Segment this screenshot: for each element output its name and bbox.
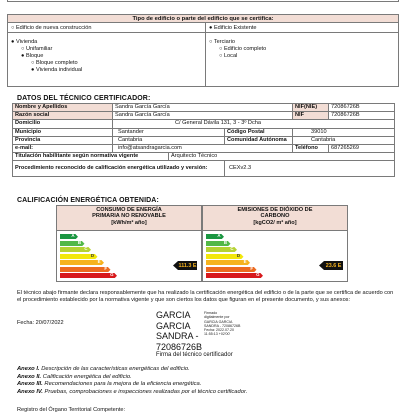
existing-building-option[interactable]	[209, 25, 257, 32]
annex-3	[17, 381, 397, 389]
emissions-chart	[202, 205, 348, 282]
consumption-bar-letter-e: E	[97, 259, 101, 265]
signature-caption: Firma del técnico certificador	[156, 352, 233, 358]
radio-empty-icon: ○	[11, 24, 16, 31]
address-label: Domicilio	[13, 120, 113, 128]
consumption-bar-letter-g: G	[110, 272, 114, 278]
signature-name-line1: GARCIA	[156, 310, 191, 320]
emissions-bars	[206, 234, 276, 280]
consumption-bar-c	[60, 247, 91, 252]
emissions-bar-g	[206, 273, 263, 278]
declaration-text: El técnico abajo firmante declara responsablemente que ha realizado la certificación energética del edificio o de la parte que se certifica de acuerdo con el procedimiento establecido por la normativa vigente y que son ciertos los datos que figuran en el presente documento, y sus anexos:	[17, 290, 394, 304]
consumption-unit: [kWh/m² año]	[111, 219, 147, 226]
emissions-bar-b	[206, 241, 231, 246]
company-value: Sandra García García	[113, 112, 293, 120]
consumption-bar-e	[60, 260, 104, 265]
annex-1-label: Anexo I.	[17, 366, 40, 372]
unifamiliar-option[interactable]	[11, 46, 82, 53]
tertiary-options	[209, 39, 266, 60]
new-building-label: Edificio de nueva construcción	[15, 24, 92, 31]
signature-name-line3: SANDRA -	[156, 331, 199, 341]
signature-small-4: SANDRA - 72086726B	[204, 323, 241, 328]
consumption-indicator	[173, 261, 197, 270]
annex-4-text: Pruebas, comprobaciones e inspecciones realizadas por el técnico certificador.	[44, 388, 248, 395]
emissions-bar-letter-e: E	[243, 259, 247, 265]
existing-building-label: Edificio Existente	[213, 24, 257, 31]
consumption-chart-header	[57, 206, 201, 231]
emissions-bar-shape-g	[206, 273, 263, 278]
emissions-bar-letter-f: F	[250, 265, 253, 271]
phone-label: Teléfono	[293, 145, 329, 153]
consumption-bar-f	[60, 267, 111, 272]
emissions-bar-c	[206, 247, 237, 252]
annex-2-label: Anexo II.	[17, 373, 42, 380]
consumption-bar-g	[60, 273, 117, 278]
new-building-option[interactable]	[11, 25, 92, 32]
consumption-bar-letter-a: A	[71, 233, 75, 239]
consumption-head-2: PRIMARIA NO RENOVABLE	[92, 213, 166, 220]
terciario-label: Terciario	[213, 39, 235, 45]
emissions-bar-shape-a	[206, 234, 224, 239]
terciario-option[interactable]	[209, 39, 266, 46]
signature-small-2: digitalmente por	[204, 315, 230, 320]
emissions-head-1: EMISIONES DE DIÓXIDO DE	[237, 207, 313, 213]
emissions-bar-f	[206, 267, 257, 272]
signature-name-line4: 72086726B	[156, 341, 203, 352]
emissions-bar-letter-c: C	[230, 246, 234, 252]
annex-3-label: Anexo III.	[17, 381, 43, 388]
annex-1	[17, 366, 397, 374]
consumption-bar-d	[60, 254, 98, 259]
signature-small-3: GARCIA GARCIA	[204, 319, 233, 324]
radio-empty-icon: ○	[219, 46, 224, 52]
edificio-completo-label: Edificio completo	[223, 46, 267, 52]
degree-value: Arquitecto Técnico	[169, 153, 395, 161]
top-fragment	[7, 0, 399, 2]
annex-4-label: Anexo IV.	[17, 388, 43, 395]
vivienda-individual-option[interactable]	[11, 67, 82, 74]
province-label: Provincia	[13, 136, 113, 144]
radio-filled-icon: ●	[11, 39, 16, 45]
radio-filled-icon: ●	[21, 53, 26, 59]
registry-text: Registro del Órgano Territorial Competente:	[17, 407, 126, 413]
bloque-completo-option[interactable]	[11, 60, 82, 67]
address-value: C/ General Dávila 131, 3 - 3º Dcha	[113, 120, 395, 128]
building-type-divider-h	[8, 32, 398, 33]
emissions-bar-d	[206, 254, 244, 259]
community-value: Cantabria	[293, 136, 395, 144]
local-option[interactable]	[209, 53, 266, 60]
local-label: Local	[223, 53, 238, 59]
consumption-chart	[56, 205, 202, 282]
radio-filled-icon: ●	[209, 24, 214, 31]
signature-small-1: Firmado	[204, 311, 218, 315]
signature-small-6: 11:55:13 +02'00'	[204, 332, 231, 337]
emissions-value: 23.6 E	[325, 262, 342, 269]
consumption-value: 111.3 E	[178, 262, 197, 269]
consumption-bar-letter-d: D	[90, 252, 94, 258]
city-label: Municipio	[13, 128, 113, 136]
radio-filled-icon: ●	[31, 67, 36, 73]
consumption-bar-letter-f: F	[104, 265, 107, 271]
annex-2	[17, 374, 397, 382]
annex-4	[17, 389, 397, 397]
emissions-unit: [kgCO2/ m² año]	[253, 219, 297, 226]
vivienda-option[interactable]	[11, 39, 82, 46]
annex-2-text: Calificación energética del edificio.	[42, 373, 132, 380]
radio-empty-icon: ○	[21, 46, 26, 52]
procedure-label: Procedimiento reconocido de calificación energética utilizado y versión:	[13, 161, 225, 177]
annex-3-text: Recomendaciones para la mejora de la eficiencia energética.	[44, 381, 202, 388]
annex-1-text: Descripción de las características energéticas del edificio.	[41, 366, 190, 372]
email-label: e-mail:	[13, 145, 113, 153]
consumption-bar-b	[60, 241, 85, 246]
procedure-value: CEXv2.3	[225, 161, 395, 177]
emissions-bar-shape-f	[206, 267, 257, 272]
bloque-option[interactable]	[11, 53, 82, 60]
community-label: Comunidad Autónoma	[225, 136, 293, 144]
consumption-bars	[60, 234, 130, 280]
emissions-bar-letter-b: B	[223, 239, 227, 245]
postal-value: 39010	[293, 128, 395, 136]
emissions-indicator	[319, 261, 343, 270]
certifier-section-title: DATOS DEL TÉCNICO CERTIFICADOR:	[17, 95, 151, 102]
rating-section-title: CALIFICACIÓN ENERGÉTICA OBTENIDA:	[17, 197, 159, 204]
consumption-bar-shape-a	[60, 234, 78, 239]
consumption-bar-a	[60, 234, 78, 239]
emissions-head-2: CARBONO	[260, 213, 290, 220]
vivienda-label: Vivienda	[15, 39, 38, 45]
unifamiliar-label: Unifamiliar	[25, 46, 53, 52]
consumption-bar-letter-b: B	[77, 239, 81, 245]
name-label: Nombre y Apellidos	[13, 104, 113, 112]
emissions-bar-letter-a: A	[217, 233, 221, 239]
email-value: info@atsandragarcia.com	[113, 145, 293, 153]
building-type-box	[7, 14, 399, 87]
radio-empty-icon: ○	[219, 53, 224, 59]
company-nif-value: 72086726B	[329, 112, 395, 120]
consumption-bar-shape-g	[60, 273, 117, 278]
emissions-bar-letter-g: G	[256, 272, 260, 278]
signature-digital-stamp	[204, 311, 240, 337]
phone-value: 687265269	[329, 145, 395, 153]
degree-label: Titulación habilitante según normativa vigente	[13, 153, 169, 161]
city-value: Santander	[113, 128, 225, 136]
radio-empty-icon: ○	[31, 60, 36, 66]
annex-list	[17, 366, 397, 396]
bloque-completo-label: Bloque completo	[35, 60, 78, 66]
postal-label: Código Postal	[225, 128, 293, 136]
emissions-bar-letter-d: D	[236, 252, 240, 258]
certifier-table	[12, 103, 395, 177]
consumption-head-1: CONSUMO DE ENERGÍA	[96, 207, 162, 213]
building-type-header: Tipo de edificio o parte del edificio que se certifica:	[8, 15, 398, 23]
bloque-label: Bloque	[25, 53, 44, 59]
edificio-completo-option[interactable]	[209, 46, 266, 53]
emissions-chart-header	[203, 206, 347, 231]
emissions-bar-e	[206, 260, 250, 265]
name-value: Sandra García García	[113, 104, 293, 112]
signature-small-5: Fecha: 2022.07.20	[204, 328, 234, 333]
emissions-bar-a	[206, 234, 224, 239]
nif-label: NIF(NIE)	[293, 104, 329, 112]
company-label: Razón social	[13, 112, 113, 120]
signature-name-line2: GARCIA	[156, 320, 191, 331]
consumption-bar-letter-c: C	[84, 246, 88, 252]
radio-empty-icon: ○	[209, 39, 214, 45]
signature-date: Fecha: 20/07/2022	[17, 320, 64, 326]
nif-value: 72086726B	[329, 104, 395, 112]
signature-name	[156, 310, 202, 352]
consumption-bar-shape-f	[60, 267, 111, 272]
company-nif-label: NIF	[293, 112, 329, 120]
province-value: Cantabria	[113, 136, 225, 144]
residential-options	[11, 39, 82, 74]
vivienda-individual-label: Vivienda individual	[35, 67, 83, 73]
